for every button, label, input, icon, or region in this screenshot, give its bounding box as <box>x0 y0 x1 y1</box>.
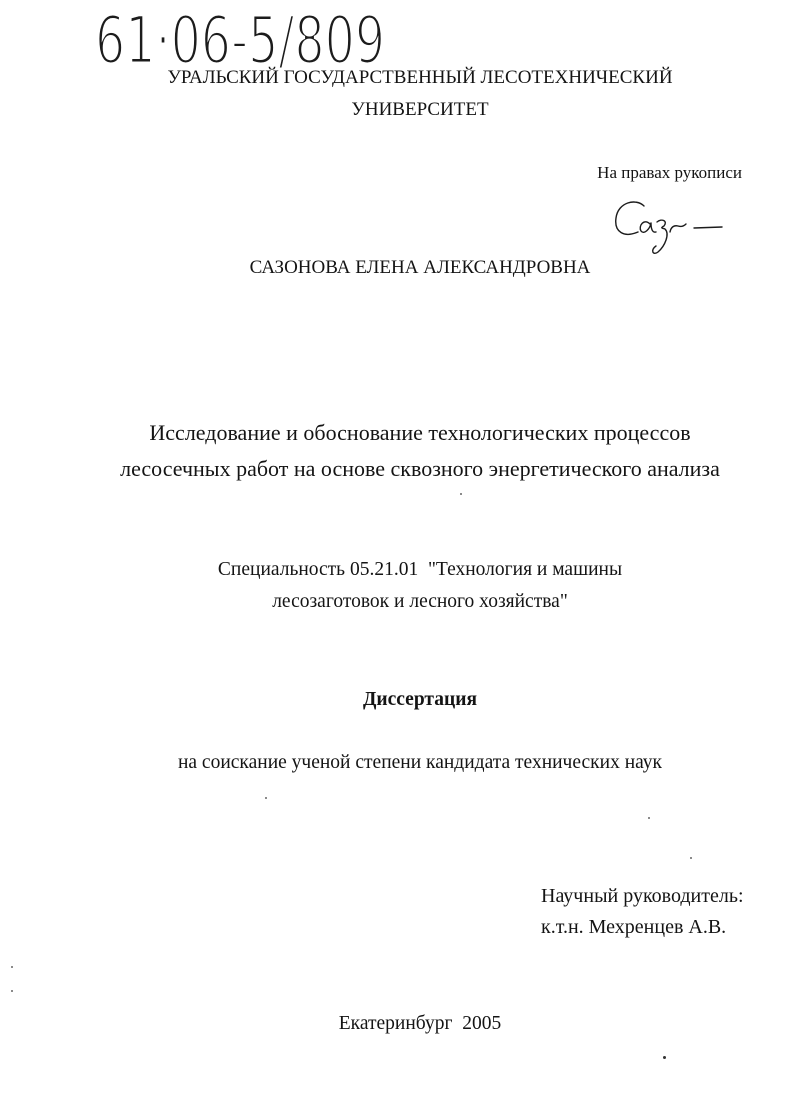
dissertation-title-line-1: Исследование и обоснование технологических процессов <box>149 420 691 445</box>
handwritten-accession-number: 61·06-5/809 <box>95 2 386 79</box>
author-signature <box>610 196 726 258</box>
institution-name-line-1: УРАЛЬСКИЙ ГОСУДАРСТВЕННЫЙ ЛЕСОТЕХНИЧЕСКИЙ <box>167 67 673 88</box>
degree-statement: на соискание ученой степени кандидата технических наук <box>177 752 663 773</box>
scan-speck <box>11 990 13 992</box>
scan-speck <box>11 966 13 968</box>
specialty-line-2: лесозаготовок и лесного хозяйства" <box>272 591 568 612</box>
scan-speck <box>265 797 267 799</box>
manuscript-rights-note: На правах рукописи <box>597 163 742 182</box>
city-and-year: Екатеринбург 2005 <box>338 1013 502 1034</box>
author-name: САЗОНОВА ЕЛЕНА АЛЕКСАНДРОВНА <box>249 257 591 278</box>
scan-speck <box>690 857 692 859</box>
scan-speck <box>648 817 650 819</box>
specialty-line-1: Специальность 05.21.01 "Технология и машины <box>217 559 623 580</box>
document-type: Диссертация <box>362 689 478 710</box>
dissertation-title-line-2: лесосечных работ на основе сквозного энергетического анализа <box>120 456 720 481</box>
supervisor-label: Научный руководитель: <box>541 885 744 907</box>
scan-speck <box>663 1056 666 1059</box>
institution-name-line-2: УНИВЕРСИТЕТ <box>351 99 489 120</box>
supervisor-name: к.т.н. Мехренцев А.В. <box>541 916 727 938</box>
scan-speck <box>460 493 462 495</box>
